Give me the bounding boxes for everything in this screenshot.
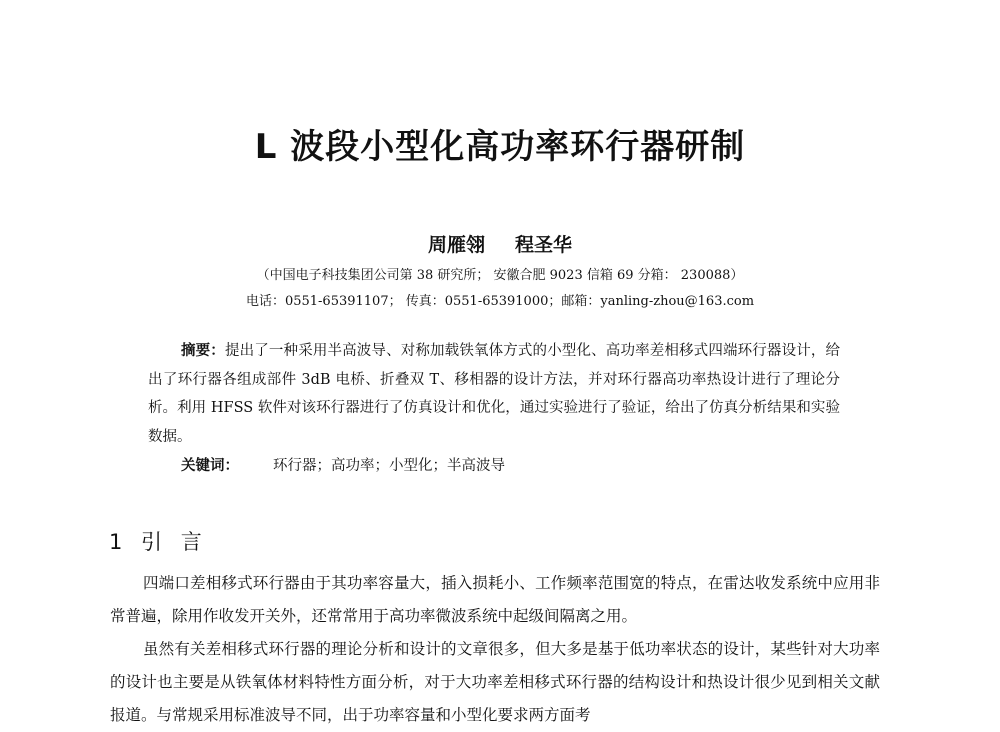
affiliation: （中国电子科技集团公司第 38 研究所； 安徽合肥 9023 信箱 69 分箱： 230088） — [256, 268, 744, 283]
abstract-text: 提出了一种采用半高波导、对称加载铁氧体方式的小型化、高功率差相移式四端环行器设计，给出了环行器各组成部件 3dB 电桥、折叠双 T、移相器的设计方法，并对环行器高功率热设计进行了理论分析。利用 HFSS 软件对该环行器进行了仿真设计和优化，通过实验进行了验证，给出了仿真分析结果和实验数据。 — [148, 343, 841, 445]
paper-title: L 波段小型化高功率环行器研制 — [254, 127, 746, 167]
keywords-label: 关键词： — [181, 457, 239, 474]
body-paragraph: 四端口差相移式环行器由于其功率容量大，插入损耗小、工作频率范围宽的特点，在雷达收发系统中应用非常普遍，除用作收发开关外，还常常用于高功率微波系统中起级间隔离之用。 — [110, 574, 880, 625]
section-heading: 1 引 言 — [109, 530, 208, 554]
keywords — [181, 452, 505, 480]
author-list — [0, 232, 1000, 258]
section-body — [110, 567, 880, 732]
abstract — [148, 337, 840, 451]
keywords-text: 环行器；高功率；小型化；半高波导 — [273, 458, 505, 474]
author-name: 程圣华 — [515, 234, 573, 256]
abstract-label: 摘要： — [181, 342, 225, 359]
contact-info: 电话：0551-65391107； 传真：0551-65391000；邮箱：yanling-zhou@163.com — [245, 294, 755, 309]
body-paragraph: 虽然有关差相移式环行器的理论分析和设计的文章很多，但大多是基于低功率状态的设计，某些针对大功率的设计也主要是从铁氧体材料特性方面分析，对于大功率差相移式环行器的结构设计和热设计很少见到相关文献报道。与常规采用标准波导不同，出于功率容量和小型化要求两方面考 — [110, 640, 880, 724]
author-name: 周雁翎 — [427, 234, 485, 256]
